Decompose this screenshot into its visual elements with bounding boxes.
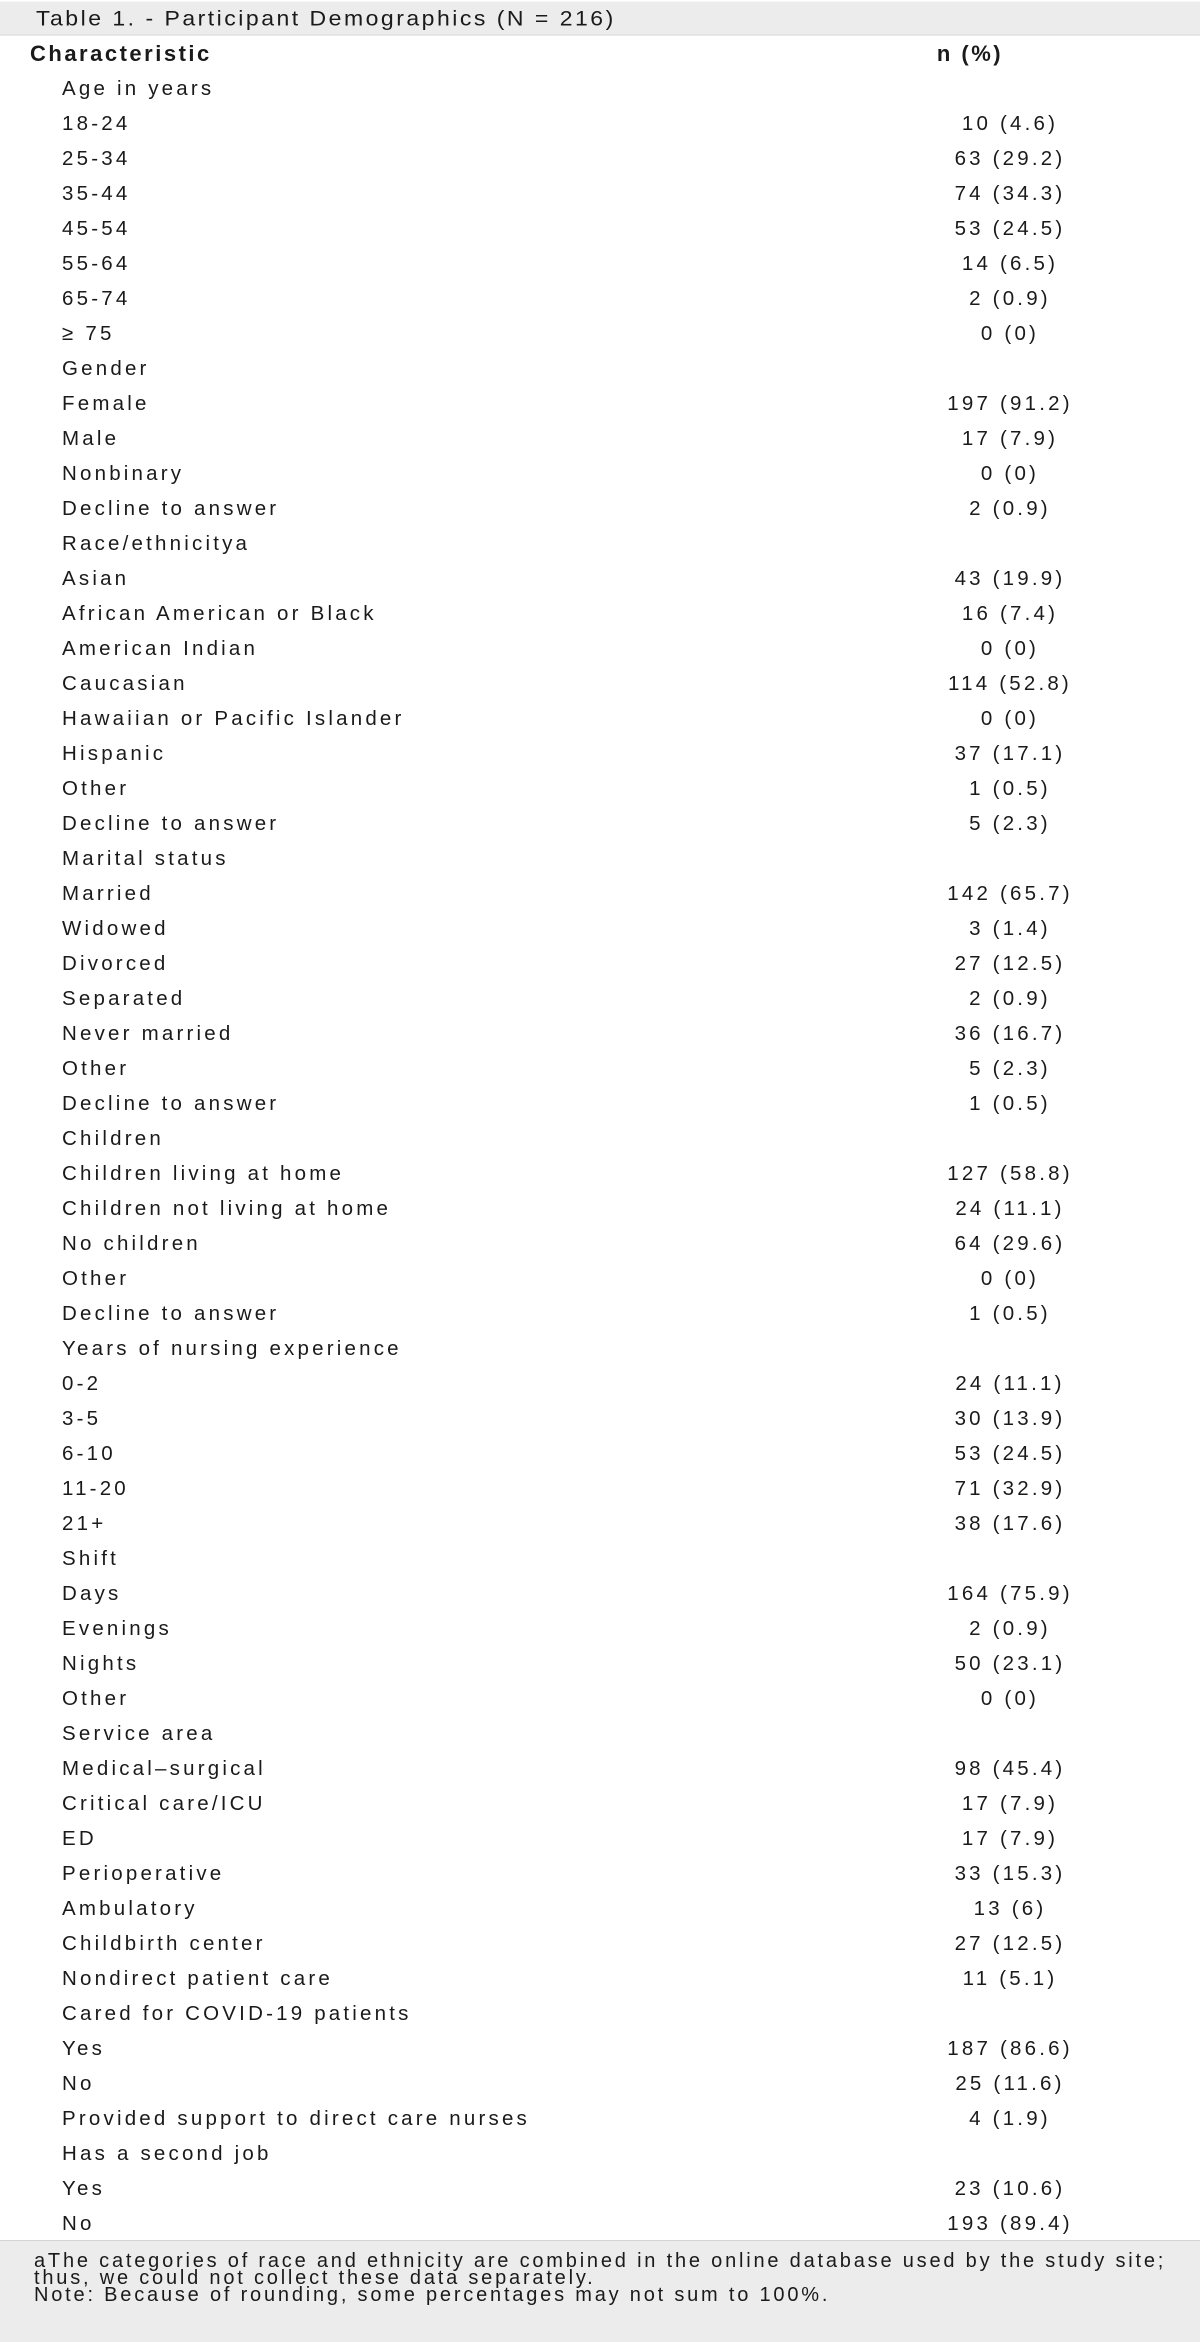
header-n-percent: n (%) [936, 41, 1004, 66]
row-characteristic: Female [62, 391, 150, 415]
table-row [0, 981, 1200, 1016]
table-row [0, 2206, 1200, 2241]
row-characteristic: Yes [62, 2176, 106, 2200]
table-row [0, 1261, 1200, 1296]
row-n-percent: 43 (19.9) [954, 566, 1066, 590]
row-n-percent: 14 (6.5) [961, 251, 1059, 275]
row-n-percent: 24 (11.1) [955, 1371, 1065, 1395]
table-row [0, 1926, 1200, 1961]
table-row [0, 316, 1200, 351]
row-n-percent: 187 (86.6) [947, 2036, 1073, 2060]
row-n-percent: 164 (75.9) [947, 1581, 1073, 1605]
row-characteristic: African American or Black [62, 601, 377, 625]
row-characteristic: ED [62, 1826, 97, 1850]
row-n-percent: 0 (0) [980, 706, 1040, 730]
row-characteristic: Married [62, 881, 154, 905]
table-row [0, 351, 1200, 386]
table-row [0, 561, 1200, 596]
row-characteristic: Nights [62, 1651, 140, 1675]
row-n-percent: 25 (11.6) [955, 2071, 1065, 2095]
row-n-percent: 13 (6) [973, 1896, 1047, 1920]
table-row [0, 771, 1200, 806]
row-n-percent: 11 (5.1) [962, 1966, 1058, 1990]
table-row [0, 666, 1200, 701]
table-caption: Table 1. - Participant Demographics (N = 216) [0, 1, 1200, 35]
row-n-percent: 193 (89.4) [947, 2211, 1073, 2235]
table-row [0, 2066, 1200, 2101]
row-n-percent: 30 (13.9) [954, 1406, 1066, 1430]
row-characteristic: Decline to answer [62, 496, 280, 520]
row-n-percent: 17 (7.9) [961, 426, 1059, 450]
table-row [0, 1751, 1200, 1786]
row-characteristic: Decline to answer [62, 1091, 280, 1115]
row-n-percent: 10 (4.6) [961, 111, 1059, 135]
row-n-percent: 0 (0) [980, 1686, 1040, 1710]
row-characteristic: Divorced [62, 951, 169, 975]
row-characteristic: Cared for COVID-19 patients [62, 2001, 412, 2025]
row-characteristic: No children [62, 1231, 201, 1255]
row-n-percent: 23 (10.6) [954, 2176, 1066, 2200]
row-characteristic: Service area [62, 1721, 216, 1745]
row-n-percent: 53 (24.5) [954, 216, 1066, 240]
row-characteristic: 0-2 [62, 1371, 102, 1395]
row-n-percent: 0 (0) [980, 1266, 1040, 1290]
row-characteristic: 11-20 [62, 1476, 129, 1500]
table-row [0, 1541, 1200, 1576]
row-n-percent: 38 (17.6) [954, 1511, 1066, 1535]
table-row [0, 736, 1200, 771]
table-row [0, 1576, 1200, 1611]
row-characteristic: 3-5 [62, 1406, 102, 1430]
table-row [0, 1086, 1200, 1121]
table-row [0, 1891, 1200, 1926]
row-characteristic: Childbirth center [62, 1931, 266, 1955]
table-row [0, 1506, 1200, 1541]
row-characteristic: 55-64 [62, 251, 131, 275]
row-characteristic: 18-24 [62, 111, 131, 135]
header-characteristic: Characteristic [30, 41, 212, 66]
row-characteristic: Ambulatory [62, 1896, 198, 1920]
table-row [0, 1366, 1200, 1401]
row-n-percent: 33 (15.3) [954, 1861, 1066, 1885]
row-characteristic: Medical–surgical [62, 1756, 266, 1780]
table-row [0, 1716, 1200, 1751]
row-n-percent: 197 (91.2) [947, 391, 1073, 415]
row-characteristic: Race/ethnicitya [62, 531, 251, 555]
row-characteristic: Evenings [62, 1616, 172, 1640]
row-n-percent: 1 (0.5) [969, 1301, 1051, 1325]
table-row [0, 1471, 1200, 1506]
table-row [0, 2031, 1200, 2066]
table-row [0, 1121, 1200, 1156]
table-row [0, 2136, 1200, 2171]
table-row [0, 421, 1200, 456]
row-characteristic: Other [62, 1266, 130, 1290]
row-characteristic: Caucasian [62, 671, 188, 695]
row-n-percent: 50 (23.1) [954, 1651, 1066, 1675]
row-characteristic: 45-54 [62, 216, 131, 240]
row-n-percent: 114 (52.8) [948, 671, 1072, 695]
row-characteristic: Widowed [62, 916, 169, 940]
table-row [0, 911, 1200, 946]
table-header-row [0, 37, 1200, 71]
table-row [0, 1646, 1200, 1681]
row-characteristic: Years of nursing experience [62, 1336, 402, 1360]
row-characteristic: Critical care/ICU [62, 1791, 266, 1815]
table-row [0, 1856, 1200, 1891]
row-n-percent: 74 (34.3) [954, 181, 1066, 205]
row-characteristic: 6-10 [62, 1441, 116, 1465]
row-characteristic: Marital status [62, 846, 229, 870]
row-n-percent: 0 (0) [980, 636, 1040, 660]
row-characteristic: Male [62, 426, 120, 450]
row-n-percent: 142 (65.7) [947, 881, 1073, 905]
table-footnote [0, 2240, 1200, 2342]
row-characteristic: Gender [62, 356, 150, 380]
table-row [0, 1436, 1200, 1471]
table-body [0, 71, 1200, 2241]
row-characteristic: Yes [62, 2036, 106, 2060]
table-row [0, 281, 1200, 316]
table-row [0, 211, 1200, 246]
table-row [0, 1226, 1200, 1261]
row-characteristic: 21+ [62, 1511, 107, 1535]
row-characteristic: Never married [62, 1021, 234, 1045]
table-row [0, 1051, 1200, 1086]
row-characteristic: Children not living at home [62, 1196, 392, 1220]
row-characteristic: Decline to answer [62, 1301, 280, 1325]
footnote-rounding-note: Note: Because of rounding, some percentages may not sum to 100%. [34, 2284, 831, 2306]
table-row [0, 876, 1200, 911]
row-characteristic: ≥ 75 [62, 321, 115, 345]
table-row [0, 1786, 1200, 1821]
row-characteristic: Children [62, 1126, 164, 1150]
table-row [0, 71, 1200, 106]
table-row [0, 1016, 1200, 1051]
table-row [0, 176, 1200, 211]
table-row [0, 701, 1200, 736]
row-characteristic: Perioperative [62, 1861, 225, 1885]
row-n-percent: 27 (12.5) [954, 951, 1066, 975]
table-row [0, 806, 1200, 841]
row-characteristic: 35-44 [62, 181, 131, 205]
row-characteristic: Has a second job [62, 2141, 272, 2165]
row-n-percent: 27 (12.5) [954, 1931, 1066, 1955]
row-characteristic: Hawaiian or Pacific Islander [62, 706, 405, 730]
table-row [0, 1821, 1200, 1856]
table-row [0, 1961, 1200, 1996]
table-row [0, 246, 1200, 281]
row-characteristic: No [62, 2211, 95, 2235]
row-characteristic: Nonbinary [62, 461, 185, 485]
table-row [0, 1611, 1200, 1646]
row-characteristic: Asian [62, 566, 130, 590]
table-row [0, 1681, 1200, 1716]
table-row [0, 946, 1200, 981]
row-characteristic: American Indian [62, 636, 259, 660]
table-row [0, 1156, 1200, 1191]
row-n-percent: 0 (0) [980, 461, 1040, 485]
row-characteristic: Separated [62, 986, 186, 1010]
row-n-percent: 64 (29.6) [954, 1231, 1066, 1255]
row-n-percent: 1 (0.5) [969, 1091, 1051, 1115]
row-n-percent: 63 (29.2) [954, 146, 1066, 170]
table-row [0, 1191, 1200, 1226]
table-row [0, 491, 1200, 526]
row-n-percent: 2 (0.9) [969, 286, 1051, 310]
row-n-percent: 2 (0.9) [969, 1616, 1051, 1640]
table-row [0, 1296, 1200, 1331]
row-n-percent: 0 (0) [980, 321, 1040, 345]
row-n-percent: 4 (1.9) [969, 2106, 1051, 2130]
table-row [0, 106, 1200, 141]
table-row [0, 2171, 1200, 2206]
row-n-percent: 2 (0.9) [969, 986, 1051, 1010]
row-n-percent: 37 (17.1) [954, 741, 1066, 765]
table-row [0, 456, 1200, 491]
row-n-percent: 53 (24.5) [954, 1441, 1066, 1465]
row-characteristic: Other [62, 1056, 130, 1080]
row-n-percent: 127 (58.8) [947, 1161, 1073, 1185]
table-row [0, 526, 1200, 561]
row-characteristic: Decline to answer [62, 811, 280, 835]
row-characteristic: 65-74 [62, 286, 131, 310]
row-characteristic: 25-34 [62, 146, 131, 170]
row-n-percent: 2 (0.9) [969, 496, 1051, 520]
table-row [0, 1331, 1200, 1366]
row-n-percent: 1 (0.5) [969, 776, 1051, 800]
row-characteristic: Other [62, 776, 130, 800]
row-characteristic: Shift [62, 1546, 120, 1570]
table-row [0, 631, 1200, 666]
row-n-percent: 17 (7.9) [961, 1826, 1059, 1850]
row-n-percent: 17 (7.9) [961, 1791, 1059, 1815]
table-row [0, 1401, 1200, 1436]
row-characteristic: Days [62, 1581, 122, 1605]
table-row [0, 141, 1200, 176]
table-row [0, 1996, 1200, 2031]
row-n-percent: 3 (1.4) [969, 916, 1051, 940]
row-characteristic: Provided support to direct care nurses [62, 2106, 530, 2130]
row-characteristic: Hispanic [62, 741, 167, 765]
row-characteristic: No [62, 2071, 95, 2095]
row-characteristic: Other [62, 1686, 130, 1710]
row-n-percent: 71 (32.9) [954, 1476, 1066, 1500]
row-n-percent: 24 (11.1) [955, 1196, 1065, 1220]
row-n-percent: 16 (7.4) [961, 601, 1059, 625]
table-row [0, 2101, 1200, 2136]
row-n-percent: 36 (16.7) [954, 1021, 1066, 1045]
table-row [0, 386, 1200, 421]
footnote-race-ethnicity: aThe categories of race and ethnicity are combined in the online database used by the study site; thus, we could not collect these data separately. [34, 2250, 1167, 2289]
table-row [0, 841, 1200, 876]
row-characteristic: Nondirect patient care [62, 1966, 333, 1990]
row-characteristic: Age in years [62, 76, 215, 100]
row-n-percent: 98 (45.4) [954, 1756, 1066, 1780]
row-n-percent: 5 (2.3) [969, 1056, 1051, 1080]
table-row [0, 596, 1200, 631]
row-characteristic: Children living at home [62, 1161, 345, 1185]
row-n-percent: 5 (2.3) [969, 811, 1051, 835]
